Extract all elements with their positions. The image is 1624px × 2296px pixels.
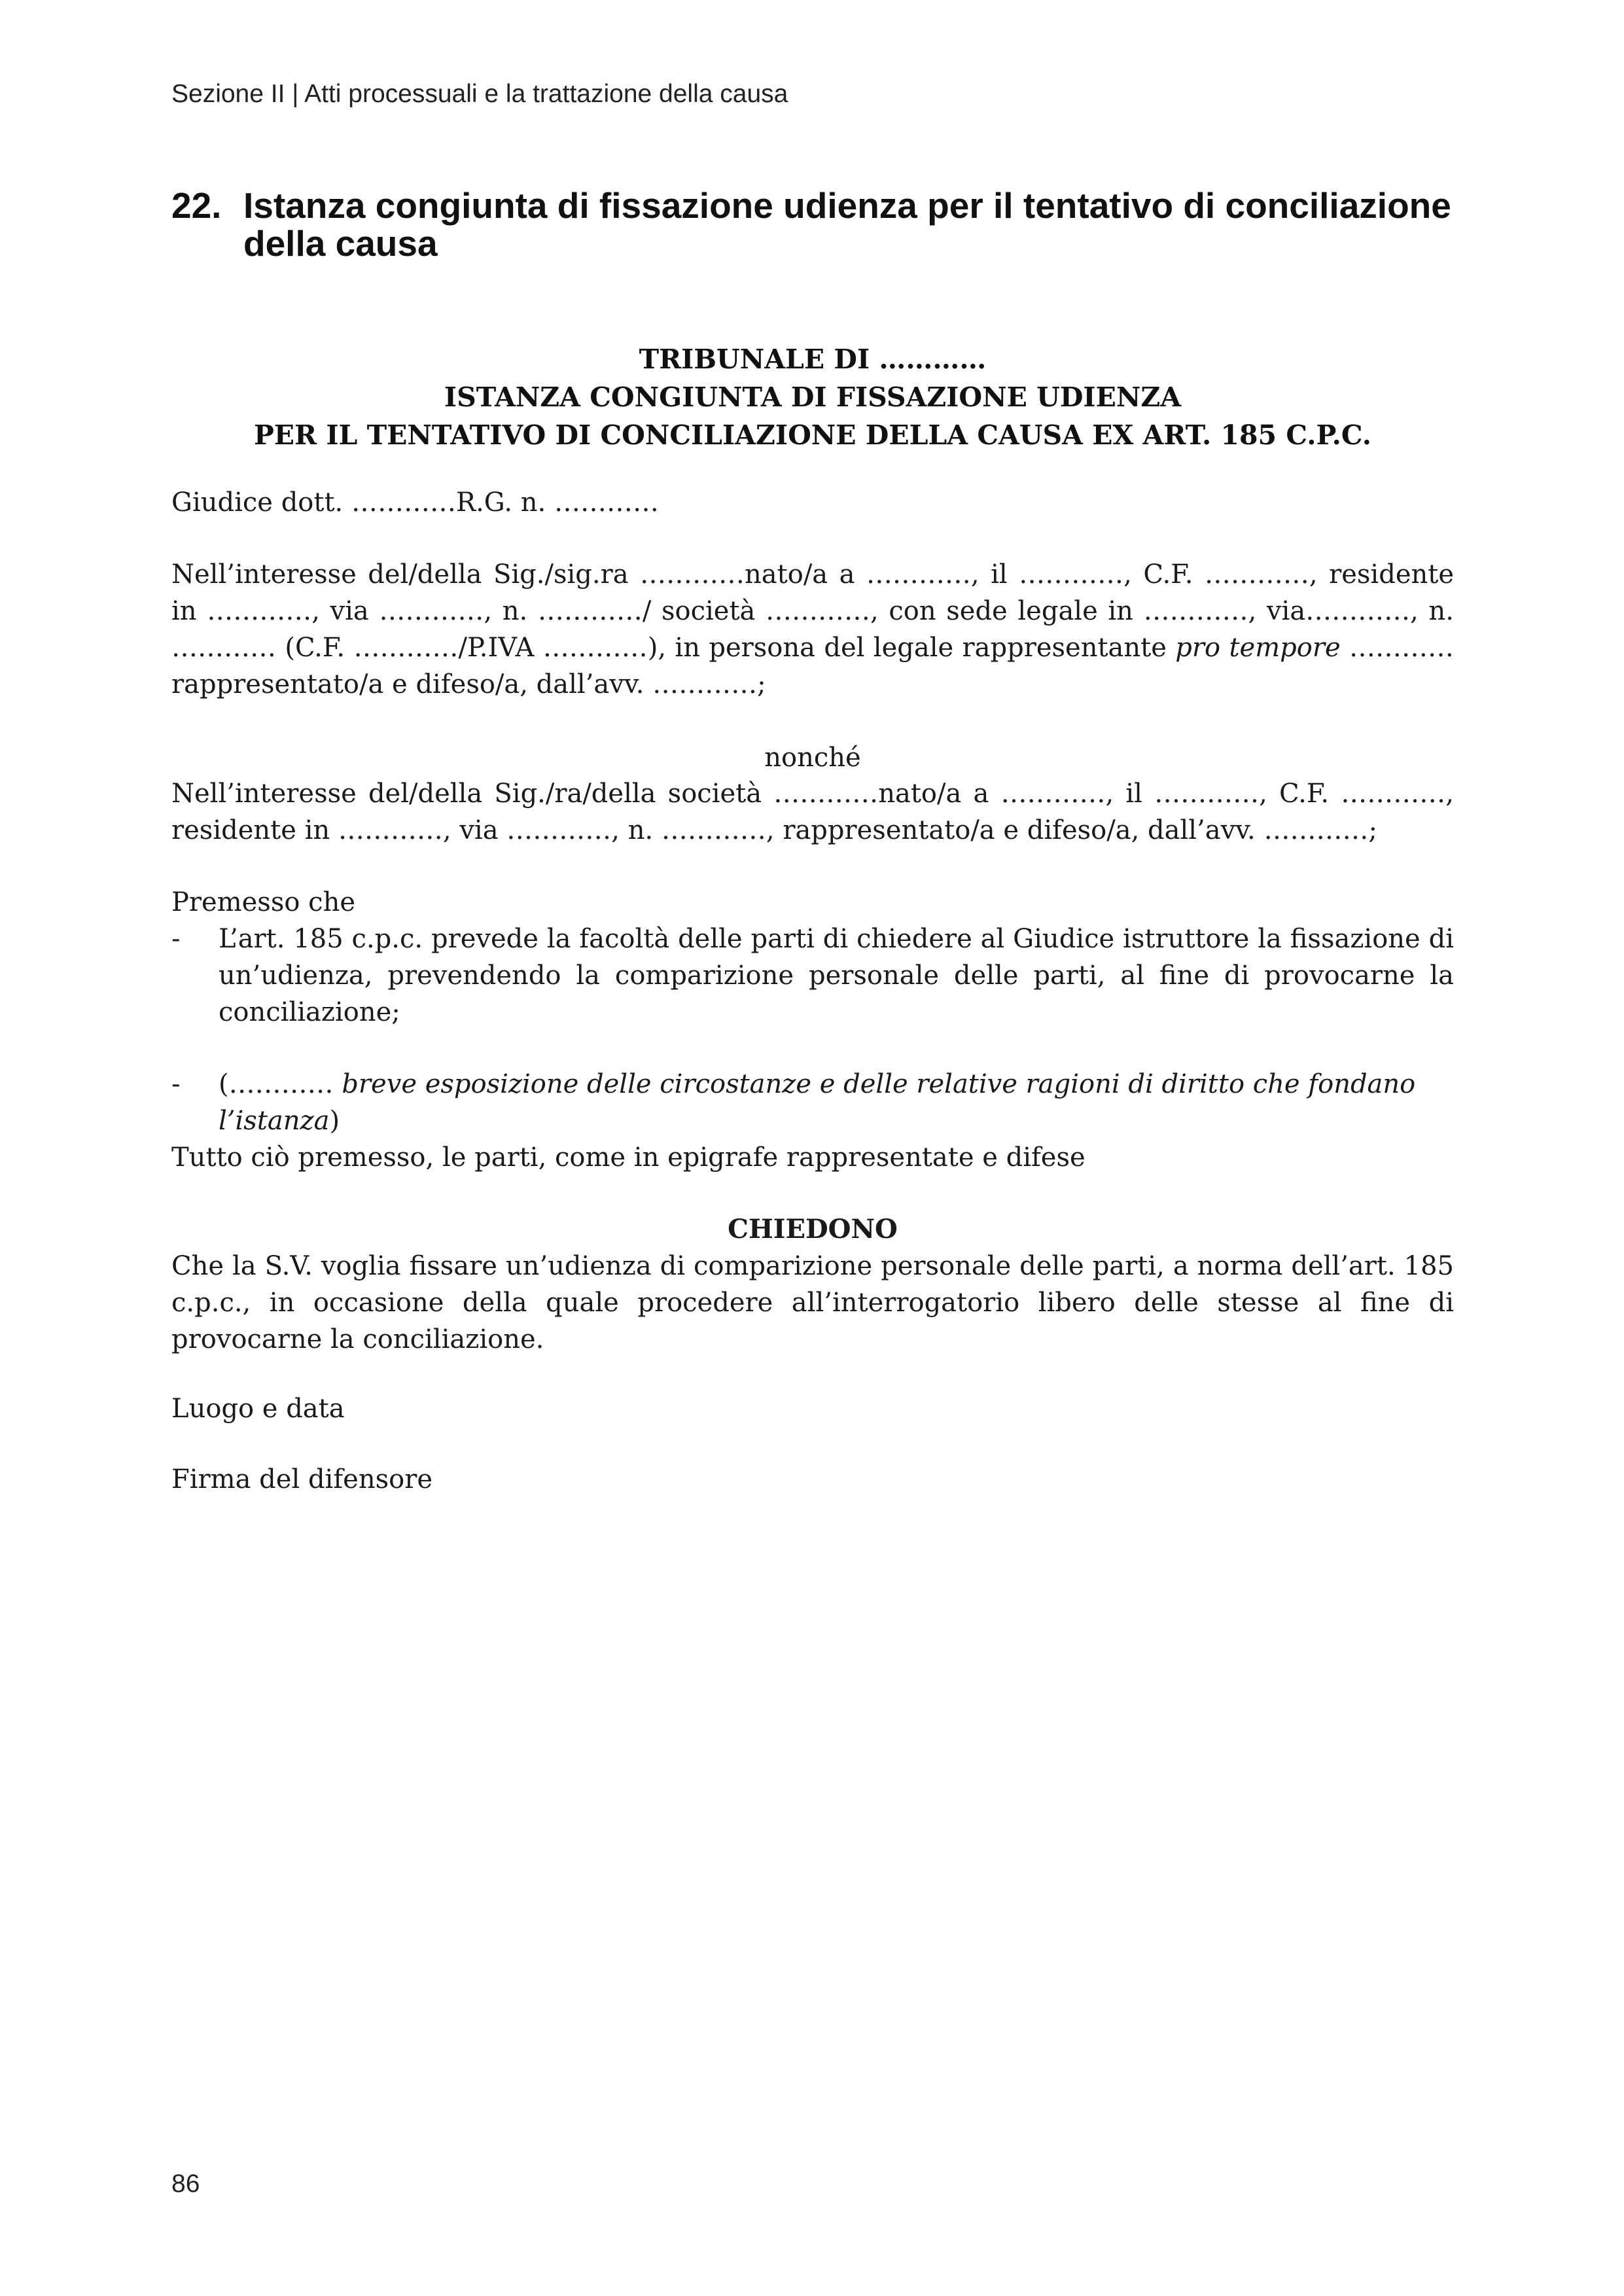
request-paragraph: Che la S.V. voglia fissare un’udienza di comparizione personale delle parti, a norma dell’art. 185 c.p.c., in occasione della quale procedere all’interrogatorio libero delle stesse al fine di provocarne la conciliazione. <box>171 1251 1454 1354</box>
judge-line: Giudice dott. …………R.G. n. ………… <box>171 487 659 518</box>
petition-subheading: PER IL TENTATIVO DI CONCILIAZIONE DELLA CAUSA EX ART. 185 C.P.C. <box>253 419 1372 451</box>
party-one-text-end: ………… rappresentato/a e difeso/a, dall’avv. …………; <box>171 633 1454 699</box>
premise-item-two-open: (………… <box>219 1069 342 1099</box>
party-one-text: Nell’interesse del/della Sig./sig.ra …………nato/a a …………, il …………, C.F. …………, residente in …………, via …………, n. …………/ società …………, con sede legale in …………, via…………, n. ………… (C.F. …………/P.IVA …………), in persona del legale rappresentante <box>171 559 1454 663</box>
place-date: Luogo e data <box>171 1394 345 1424</box>
signature-line: Firma del difensore <box>171 1464 432 1494</box>
premise-list-item <box>171 921 1454 1031</box>
list-dash: - <box>171 1069 181 1099</box>
party-one-italic: pro tempore <box>1175 633 1341 663</box>
section-number: 22. <box>171 185 222 226</box>
section-title <box>171 186 1454 262</box>
premise-item-two-italic: breve esposizione delle circostanze e delle relative ragioni di diritto che fondano l’istanza <box>219 1069 1416 1136</box>
conclusion-intro: Tutto ciò premesso, le parti, come in epigrafe rappresentate e difese <box>171 1142 1086 1173</box>
premise-label: Premesso che <box>171 887 355 917</box>
conjunction: nonché <box>764 743 861 773</box>
petition-heading: ISTANZA CONGIUNTA DI FISSAZIONE UDIENZA <box>444 381 1182 413</box>
running-header: Sezione II | Atti processuali e la trattazione della causa <box>171 80 788 108</box>
party-one-paragraph <box>171 556 1454 703</box>
premise-list-item <box>171 1066 1454 1139</box>
document-heading <box>171 340 1454 454</box>
section-title-text: Istanza congiunta di fissazione udienza per il tentativo di conciliazione della causa <box>243 185 1451 264</box>
page-number: 86 <box>171 2170 200 2198</box>
request-heading: CHIEDONO <box>728 1214 898 1245</box>
premise-item-two-close: ) <box>329 1106 340 1136</box>
court-heading: TRIBUNALE DI ………… <box>639 344 987 375</box>
list-dash: - <box>171 924 181 954</box>
premise-item-one: L’art. 185 c.p.c. prevede la facoltà delle parti di chiedere al Giudice istruttore la fissazione di un’udienza, prevendendo la comparizione personale delle parti, al fine di provocarne la conciliazione; <box>219 924 1454 1027</box>
party-two-paragraph: Nell’interesse del/della Sig./ra/della società …………nato/a a …………, il …………, C.F. …………, residente in …………, via …………, n. …………, rappresentato/a e difeso/a, dall’avv. …………; <box>171 779 1454 845</box>
